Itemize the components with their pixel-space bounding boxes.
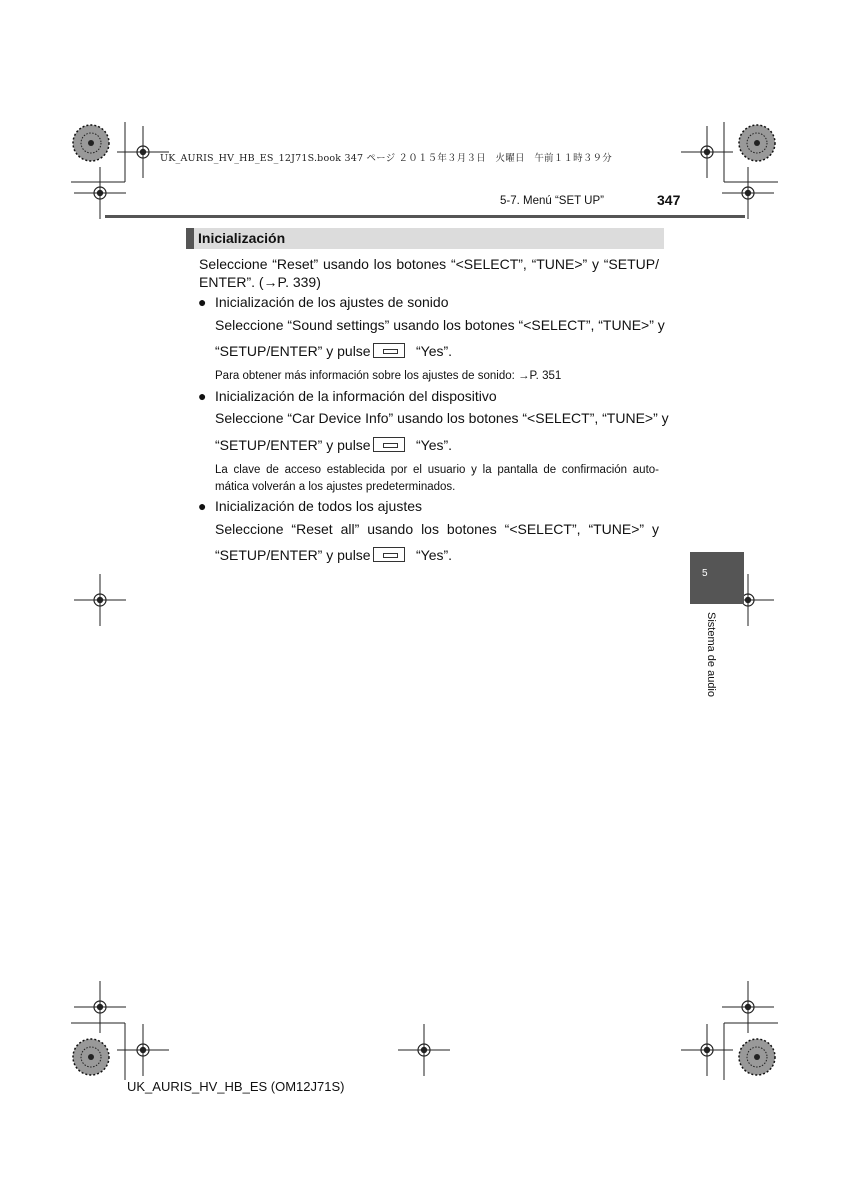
- item-line-all: Seleccione “Reset all” usando los botones “<SELECT”, “TUNE>” y: [215, 521, 659, 537]
- item-line2-before-all: “SETUP/ENTER” y pulse: [215, 547, 371, 563]
- item-title-all: Inicialización de todos los ajustes: [215, 498, 423, 514]
- item-line-device: Seleccione “Car Device Info” usando los botones “<SELECT”, “TUNE>” y: [215, 410, 669, 426]
- chapter-tab-number: 5: [702, 568, 708, 579]
- chapter-tab: [690, 552, 744, 604]
- item-line2-before-sound: “SETUP/ENTER” y pulse: [215, 343, 371, 359]
- item-title-device: Inicialización de la información del dispositivo: [215, 388, 497, 404]
- item-line2-after-all: “Yes”.: [416, 547, 453, 563]
- chapter-tab-label: Sistema de audio: [705, 612, 717, 697]
- bullet-icon: ●: [198, 388, 207, 404]
- item-line-sound: Seleccione “Sound settings” usando los botones “<SELECT”, “TUNE>” y: [215, 317, 665, 333]
- enter-button-icon: [373, 343, 405, 358]
- bullet-icon: ●: [198, 498, 207, 514]
- item-line2-after-sound: “Yes”.: [416, 343, 453, 359]
- item-line2-after-device: “Yes”.: [416, 437, 453, 453]
- item-note-device-1: La clave de acceso establecida por el usuario y la pantalla de confirmación auto-: [215, 464, 659, 476]
- item-note-sound: Para obtener más información sobre los ajustes de sonido: →P. 351: [215, 370, 562, 382]
- file-info: UK_AURIS_HV_HB_ES_12J71S.book 347 ページ ２０１５年３月３日 火曜日 午前１１時３９分: [160, 153, 612, 164]
- item-title-sound: Inicialización de los ajustes de sonido: [215, 294, 449, 310]
- intro-line-2: ENTER”. (→P. 339): [199, 274, 321, 290]
- section-accent: [186, 228, 194, 249]
- page-number: 347: [657, 192, 681, 208]
- section-title: Inicialización: [198, 230, 286, 246]
- item-note-device-2: mática volverán a los ajustes predeterminados.: [215, 481, 456, 493]
- bullet-icon: ●: [198, 294, 207, 310]
- enter-button-icon: [373, 547, 405, 562]
- item-line2-before-device: “SETUP/ENTER” y pulse: [215, 437, 371, 453]
- chapter-heading: 5-7. Menú “SET UP”: [500, 195, 604, 207]
- intro-line-1: Seleccione “Reset” usando los botones “<SELECT”, “TUNE>” y “SETUP/: [199, 256, 659, 272]
- footer-code: UK_AURIS_HV_HB_ES (OM12J71S): [127, 1079, 345, 1094]
- enter-button-icon: [373, 437, 405, 452]
- section-header: [186, 228, 664, 249]
- header-rule: [105, 215, 745, 218]
